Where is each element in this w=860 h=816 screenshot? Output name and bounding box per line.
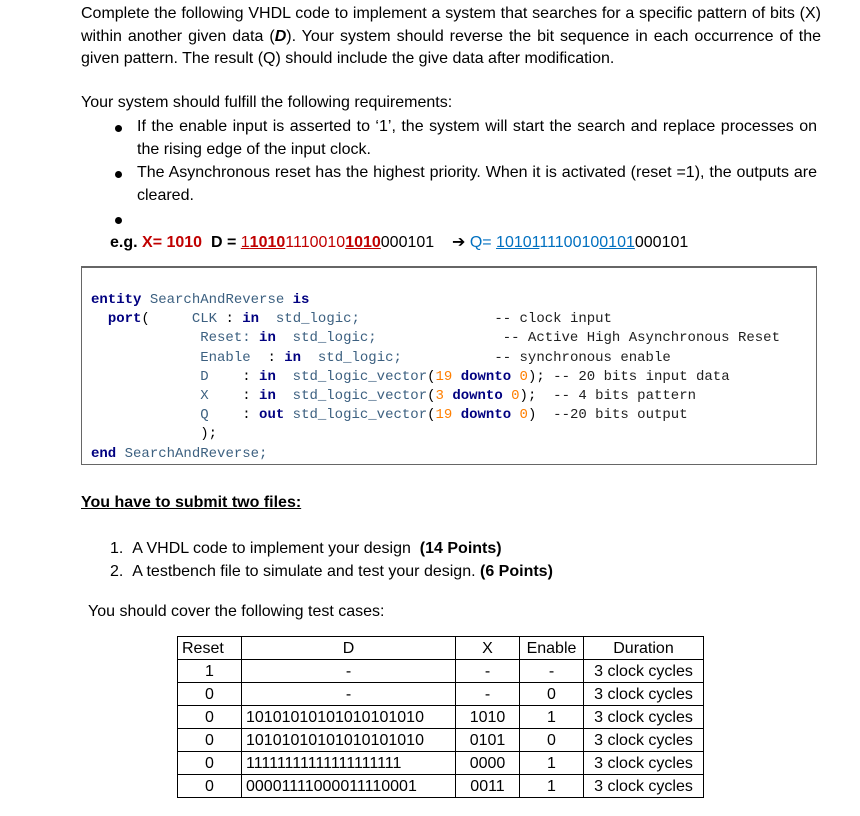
intro-d-letter: D [274,27,287,45]
test-cases-table [177,636,704,798]
cell-enable: 0 [520,729,584,752]
cell-reset: 0 [178,683,242,706]
cell-d: 11111111111111111111 [242,752,456,775]
code-end-name: SearchAndReverse; [124,445,268,462]
example-prefix: e.g. [110,234,143,251]
cell-d: 10101010101010101010 [242,729,456,752]
example-d-part-1: 1 [240,234,250,251]
code-keyword-downto: downto [452,388,503,405]
cell-x: 0011 [456,775,520,798]
code-number: 19 [435,407,453,424]
example-q-match-2: 0101 [599,234,635,251]
code-type: std_logic; [292,330,377,347]
list-points: (6 Points) [480,562,553,580]
example-q-part-2: 1110010 [539,234,600,251]
list-text: A testbench file to simulate and test your design. [132,562,476,580]
submission-heading: You have to submit two files: [81,494,302,511]
cell-duration: 3 clock cycles [584,660,704,683]
code-keyword-in: in [242,311,260,328]
bullet-dot-3 [115,217,122,224]
cell-enable: - [520,660,584,683]
code-port-reset: Reset: [200,330,251,347]
cell-x: 0000 [456,752,520,775]
code-paren: ); [527,368,545,385]
code-type: std_logic_vector [292,388,428,405]
intro-text-1: Complete the following VHDL code to implement a system that searches for a specific pattern of bits (X) within another given data ( [81,5,821,45]
code-number: 0 [519,407,528,424]
example-d-part-3: 000101 [380,234,435,251]
code-comment-q: --20 bits output [553,407,688,424]
code-paren: ( [427,388,436,405]
cell-x: 0101 [456,729,520,752]
example-d-label: D = [210,234,241,251]
code-entity-name: SearchAndReverse [149,292,285,308]
cell-reset: 0 [178,706,242,729]
cell-d: 10101010101010101010 [242,706,456,729]
requirements-heading: Your system should fulfill the following requirements: [81,94,453,111]
code-number: 3 [435,388,444,405]
example-q-part-1: 1 [496,234,505,251]
code-keyword-downto: downto [460,407,512,424]
code-comment-clk: -- clock input [494,311,612,328]
code-comment-reset: -- Active High Asynchronous Reset [502,330,780,347]
example-x: X= 1010 [142,234,203,251]
cell-duration: 3 clock cycles [584,752,704,775]
example-d-match-2: 1010 [345,234,381,251]
table-row [178,729,704,752]
header-reset: Reset [178,637,242,660]
bullet-dot-2 [115,171,122,178]
table-header-row [178,637,704,660]
cell-reset: 0 [178,775,242,798]
table-row [178,683,704,706]
list-number: 2. [110,562,124,580]
requirement-1: If the enable input is asserted to ‘1’, the system will start the search and replace processes on the rising edge of the input clock. [137,118,817,158]
example-q-label: Q= [469,234,497,251]
cell-duration: 3 clock cycles [584,775,704,798]
code-port-clk: CLK [191,311,218,328]
cell-enable: 0 [520,683,584,706]
cell-reset: 0 [178,752,242,775]
intro-paragraph [81,3,821,71]
submission-item-1 [110,538,553,561]
list-text: A VHDL code to implement your design [132,540,411,557]
cell-duration: 3 clock cycles [584,683,704,706]
code-keyword-downto: downto [460,368,512,385]
code-keyword-out: out [259,407,285,424]
code-comment-d: -- 20 bits input data [553,368,730,385]
code-paren: ) [527,407,537,424]
code-keyword-entity: entity [91,292,142,308]
cell-x: 1010 [456,706,520,729]
cell-x: - [456,660,520,683]
submission-list [110,538,553,583]
header-enable: Enable [520,637,584,660]
code-paren: ( [427,407,436,424]
bullet-dot-1 [115,125,122,132]
example-q-part-3: 000101 [634,234,689,251]
code-keyword-in: in [284,349,302,366]
submission-item-2 [110,561,553,584]
table-row [178,775,704,798]
cell-reset: 0 [178,729,242,752]
table-row [178,752,704,775]
header-d: D [242,637,456,660]
code-colon: : [225,311,234,328]
table-row [178,660,704,683]
code-colon: : [267,349,276,366]
cell-x: - [456,683,520,706]
code-colon: : [242,407,251,424]
code-colon: : [242,388,251,405]
code-paren: ); [519,388,537,405]
example-d-part-2: 1110010 [285,234,346,251]
code-type: std_logic_vector [292,407,428,424]
cell-duration: 3 clock cycles [584,706,704,729]
header-x: X [456,637,520,660]
intro-text-2: ). Your system should reverse the bit sequence in each occurrence of the given pattern. The result (Q) should include the give data after modification. [81,27,822,67]
code-paren: ( [427,368,436,385]
code-port-close: ); [200,426,218,443]
code-port-d: D [200,368,209,385]
cell-reset: 1 [178,660,242,683]
code-keyword-in: in [259,368,276,385]
vhdl-code [91,291,780,464]
code-type: std_logic; [275,311,360,328]
code-port-enable: Enable [200,349,251,366]
example-q-match-1: 0101 [504,234,540,251]
code-keyword-in: in [259,330,276,347]
cell-duration: 3 clock cycles [584,729,704,752]
code-number: 0 [519,368,528,385]
code-number: 19 [435,368,453,385]
table-row [178,706,704,729]
code-colon: : [242,368,251,385]
code-comment-enable: -- synchronous enable [494,349,671,366]
test-cases-heading: You should cover the following test cases: [88,603,385,620]
requirement-2: The Asynchronous reset has the highest priority. When it is activated (reset =1), the outputs are cleared. [137,164,817,204]
example-d-match-1: 1010 [249,234,286,251]
code-type: std_logic_vector [292,368,428,385]
header-duration: Duration [584,637,704,660]
code-type: std_logic; [317,349,402,366]
cell-enable: 1 [520,752,584,775]
list-number: 1. [110,540,124,557]
example-line [110,232,688,252]
code-keyword-is: is [292,292,310,308]
cell-enable: 1 [520,775,584,798]
cell-d: 00001111000011110001 [242,775,456,798]
code-port-x: X [200,388,209,405]
code-comment-x: -- 4 bits pattern [553,388,696,405]
code-number: 0 [511,388,520,405]
code-port-q: Q [200,407,209,424]
code-keyword-in: in [259,388,276,405]
code-port-paren: ( [141,311,150,328]
code-keyword-port: port [107,311,142,328]
arrow-icon: ➔ [451,234,466,251]
cell-d: - [242,660,456,683]
list-points: (14 Points) [419,540,502,557]
cell-enable: 1 [520,706,584,729]
cell-d: - [242,683,456,706]
code-keyword-end: end [91,445,117,462]
